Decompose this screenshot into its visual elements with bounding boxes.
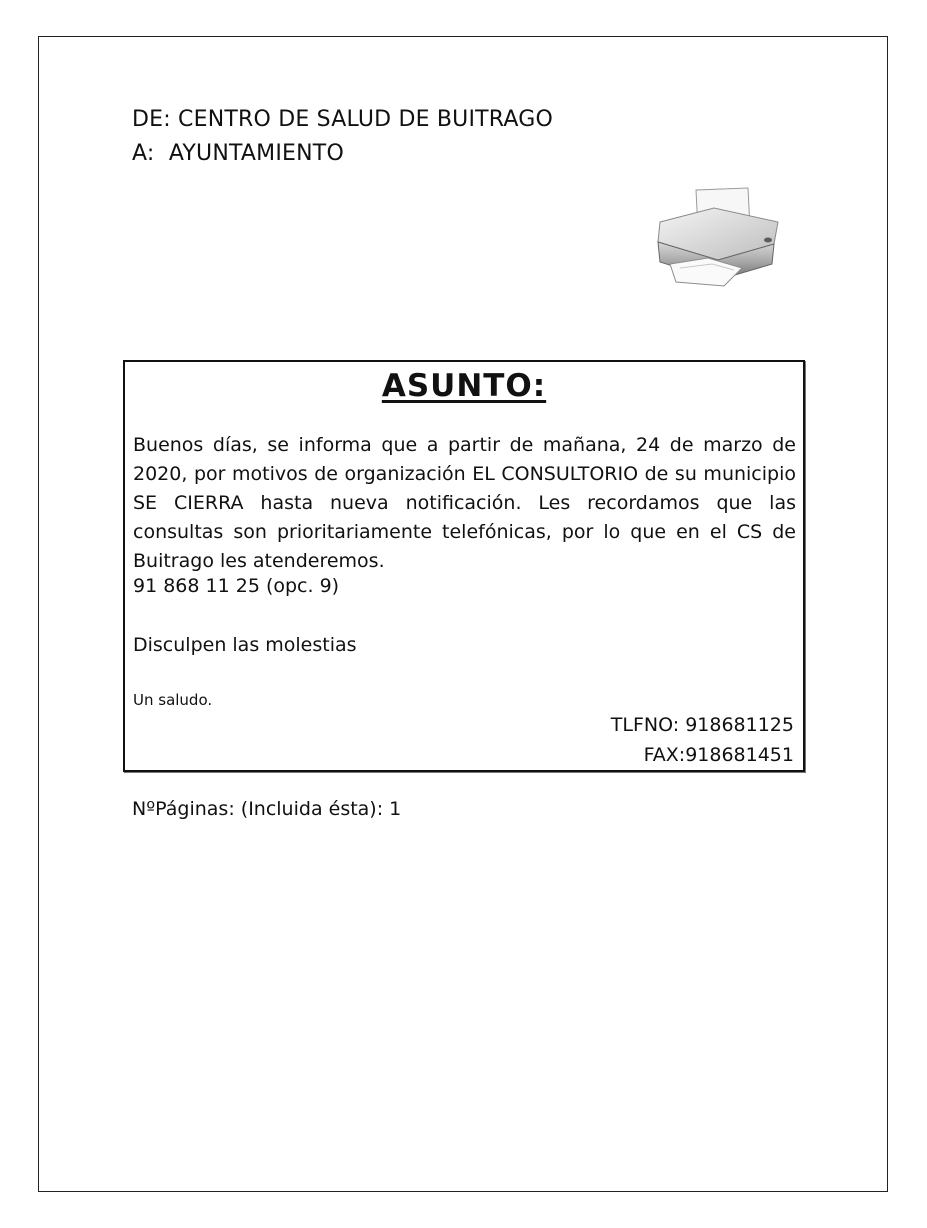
- phone-number: 91 868 11 25 (opc. 9): [133, 575, 340, 597]
- notice-body: Buenos días, se informa que a partir de mañana, 24 de marzo de 2020, por motivos de organización EL CONSULTORIO de su municipio SE CIERRA hasta nueva notificación. Les recordamos que las consultas son prioritariamente telefónicas, por lo que en el CS de Buitrago les atenderemos.: [133, 434, 796, 572]
- closing-greeting: Un saludo.: [133, 691, 213, 709]
- page-count: NºPáginas: (Incluida ésta): 1: [132, 798, 402, 820]
- recipient-line: A: AYUNTAMIENTO: [132, 141, 344, 166]
- apology-text: Disculpen las molestias: [133, 634, 357, 656]
- sender-line: DE: CENTRO DE SALUD DE BUITRAGO: [132, 107, 554, 132]
- fax-number: FAX:918681451: [643, 744, 794, 766]
- telephone-number: TLFNO: 918681125: [610, 714, 794, 736]
- subject-title: ASUNTO:: [381, 368, 547, 404]
- subject-box: [123, 360, 805, 772]
- printer-icon: [650, 182, 790, 294]
